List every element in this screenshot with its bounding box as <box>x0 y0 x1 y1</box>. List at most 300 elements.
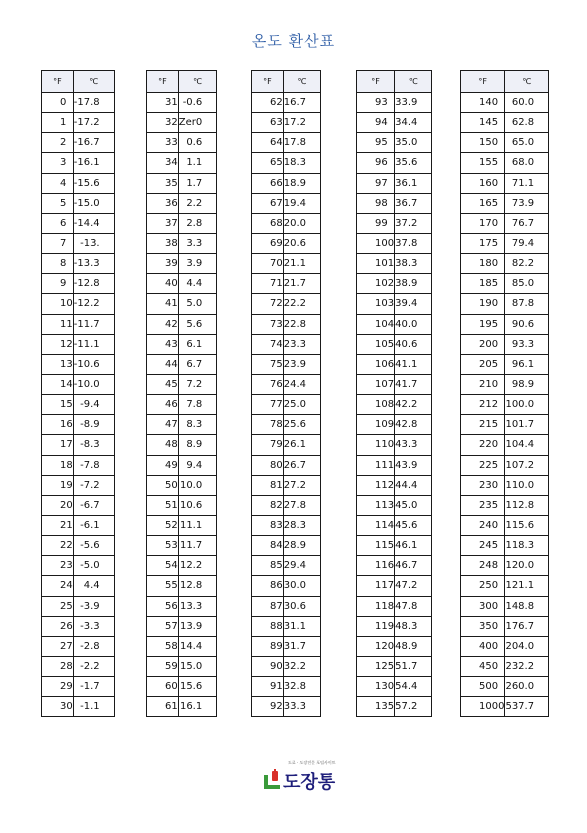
celsius-value: 38.3 <box>395 254 432 274</box>
celsius-value: 32.8 <box>283 677 320 697</box>
fahrenheit-value: 29 <box>42 677 74 697</box>
fahrenheit-value: 78 <box>252 415 284 435</box>
fahrenheit-value: 205 <box>461 354 505 374</box>
fahrenheit-value: 92 <box>252 697 284 717</box>
table-row <box>147 274 217 294</box>
table-row <box>461 274 549 294</box>
table-row <box>357 254 432 274</box>
table-row <box>42 475 115 495</box>
fahrenheit-value: 79 <box>252 435 284 455</box>
table-row <box>147 395 217 415</box>
celsius-value: 42.8 <box>395 415 432 435</box>
table-row <box>147 334 217 354</box>
celsius-value: 30.6 <box>283 596 320 616</box>
fahrenheit-value: 60 <box>147 677 179 697</box>
fahrenheit-value: 13 <box>42 354 74 374</box>
fahrenheit-value: 0 <box>42 93 74 113</box>
table-row <box>42 294 115 314</box>
table-row <box>461 93 549 113</box>
celsius-value: -1.1 <box>73 697 114 717</box>
celsius-value: 537.7 <box>505 697 549 717</box>
table-row <box>252 93 321 113</box>
table-row <box>42 113 115 133</box>
table-row <box>147 133 217 153</box>
table-row <box>461 616 549 636</box>
celsius-value: 15.0 <box>178 656 216 676</box>
table-row <box>147 93 217 113</box>
celsius-value: 41.1 <box>395 354 432 374</box>
celsius-value: 68.0 <box>505 153 549 173</box>
fahrenheit-value: 210 <box>461 374 505 394</box>
celsius-value: 22.2 <box>283 294 320 314</box>
celsius-value: 100.0 <box>505 395 549 415</box>
celsius-header: ℃ <box>395 71 432 93</box>
fahrenheit-value: 400 <box>461 636 505 656</box>
table-row <box>252 334 321 354</box>
fahrenheit-value: 24 <box>42 576 74 596</box>
fahrenheit-value: 175 <box>461 233 505 253</box>
celsius-value: 176.7 <box>505 616 549 636</box>
celsius-value: 48.3 <box>395 616 432 636</box>
fahrenheit-value: 93 <box>357 93 395 113</box>
table-row <box>357 677 432 697</box>
fahrenheit-value: 125 <box>357 656 395 676</box>
table-row <box>357 576 432 596</box>
conversion-table-2 <box>146 70 217 717</box>
celsius-value: -13. <box>73 233 114 253</box>
fahrenheit-value: 100 <box>357 233 395 253</box>
fahrenheit-value: 47 <box>147 415 179 435</box>
table-row <box>42 213 115 233</box>
table-row <box>357 334 432 354</box>
celsius-value: 36.7 <box>395 193 432 213</box>
fahrenheit-value: 32 <box>147 113 179 133</box>
table-row <box>461 193 549 213</box>
fahrenheit-value: 43 <box>147 334 179 354</box>
celsius-value: 120.0 <box>505 556 549 576</box>
fahrenheit-value: 250 <box>461 576 505 596</box>
paintbrush-logo-icon <box>264 769 282 789</box>
celsius-value: 71.1 <box>505 173 549 193</box>
table-row <box>461 536 549 556</box>
fahrenheit-header: °F <box>357 71 395 93</box>
table-row <box>147 536 217 556</box>
table-row <box>42 415 115 435</box>
celsius-value: 121.1 <box>505 576 549 596</box>
table-row <box>147 576 217 596</box>
celsius-value: 35.0 <box>395 133 432 153</box>
fahrenheit-value: 2 <box>42 133 74 153</box>
celsius-value: 112.8 <box>505 495 549 515</box>
celsius-value: 8.9 <box>178 435 216 455</box>
celsius-value: -2.2 <box>73 656 114 676</box>
celsius-value: -17.8 <box>73 93 114 113</box>
celsius-value: 37.2 <box>395 213 432 233</box>
table-row <box>461 556 549 576</box>
table-row <box>461 173 549 193</box>
celsius-value: 204.0 <box>505 636 549 656</box>
celsius-value: -6.7 <box>73 495 114 515</box>
celsius-value: 232.2 <box>505 656 549 676</box>
fahrenheit-value: 74 <box>252 334 284 354</box>
fahrenheit-value: 51 <box>147 495 179 515</box>
table-row <box>252 495 321 515</box>
table-row <box>357 697 432 717</box>
fahrenheit-value: 160 <box>461 173 505 193</box>
fahrenheit-value: 56 <box>147 596 179 616</box>
fahrenheit-value: 145 <box>461 113 505 133</box>
table-row <box>461 636 549 656</box>
conversion-table-3 <box>251 70 321 717</box>
fahrenheit-value: 68 <box>252 213 284 233</box>
table-row <box>147 475 217 495</box>
table-row <box>252 294 321 314</box>
table-row <box>357 133 432 153</box>
celsius-value: 7.8 <box>178 395 216 415</box>
table-row <box>357 415 432 435</box>
celsius-value: 85.0 <box>505 274 549 294</box>
fahrenheit-value: 7 <box>42 233 74 253</box>
celsius-value: 45.0 <box>395 495 432 515</box>
fahrenheit-value: 3 <box>42 153 74 173</box>
celsius-value: 27.8 <box>283 495 320 515</box>
fahrenheit-value: 87 <box>252 596 284 616</box>
celsius-value: 1.1 <box>178 153 216 173</box>
table-row <box>42 274 115 294</box>
celsius-value: -17.2 <box>73 113 114 133</box>
table-row <box>461 113 549 133</box>
fahrenheit-value: 23 <box>42 556 74 576</box>
fahrenheit-value: 17 <box>42 435 74 455</box>
celsius-value: -2.8 <box>73 636 114 656</box>
table-row <box>42 354 115 374</box>
celsius-value: 29.4 <box>283 556 320 576</box>
table-row <box>252 173 321 193</box>
celsius-value: 30.0 <box>283 576 320 596</box>
fahrenheit-value: 4 <box>42 173 74 193</box>
fahrenheit-value: 71 <box>252 274 284 294</box>
table-row <box>252 636 321 656</box>
fahrenheit-value: 20 <box>42 495 74 515</box>
table-row <box>252 677 321 697</box>
celsius-header: ℃ <box>283 71 320 93</box>
fahrenheit-value: 73 <box>252 314 284 334</box>
fahrenheit-value: 81 <box>252 475 284 495</box>
celsius-value: 48.9 <box>395 636 432 656</box>
fahrenheit-value: 107 <box>357 374 395 394</box>
fahrenheit-value: 103 <box>357 294 395 314</box>
fahrenheit-value: 36 <box>147 193 179 213</box>
celsius-value: -12.2 <box>73 294 114 314</box>
table-row <box>357 233 432 253</box>
fahrenheit-value: 96 <box>357 153 395 173</box>
fahrenheit-value: 41 <box>147 294 179 314</box>
table-row <box>461 133 549 153</box>
table-row <box>147 314 217 334</box>
celsius-value: 25.0 <box>283 395 320 415</box>
fahrenheit-value: 57 <box>147 616 179 636</box>
table-header-row <box>357 71 432 93</box>
celsius-value: -6.1 <box>73 515 114 535</box>
fahrenheit-value: 64 <box>252 133 284 153</box>
table-row <box>42 254 115 274</box>
celsius-value: 110.0 <box>505 475 549 495</box>
table-row <box>42 656 115 676</box>
celsius-value: -14.4 <box>73 213 114 233</box>
table-row <box>42 395 115 415</box>
fahrenheit-value: 215 <box>461 415 505 435</box>
celsius-value: -15.6 <box>73 173 114 193</box>
celsius-value: 3.3 <box>178 233 216 253</box>
fahrenheit-value: 105 <box>357 334 395 354</box>
table-row <box>252 576 321 596</box>
celsius-value: 13.9 <box>178 616 216 636</box>
table-row <box>42 576 115 596</box>
table-row <box>357 294 432 314</box>
table-row <box>147 213 217 233</box>
fahrenheit-value: 185 <box>461 274 505 294</box>
fahrenheit-value: 104 <box>357 314 395 334</box>
logo-text: 도장통 <box>283 772 336 793</box>
fahrenheit-value: 240 <box>461 515 505 535</box>
celsius-value: 26.1 <box>283 435 320 455</box>
site-logo <box>258 759 348 793</box>
celsius-value: 73.9 <box>505 193 549 213</box>
celsius-value: 115.6 <box>505 515 549 535</box>
table-row <box>42 616 115 636</box>
celsius-value: 35.6 <box>395 153 432 173</box>
fahrenheit-value: 85 <box>252 556 284 576</box>
table-row <box>357 193 432 213</box>
table-row <box>252 233 321 253</box>
table-row <box>461 153 549 173</box>
table-row <box>147 153 217 173</box>
fahrenheit-value: 50 <box>147 475 179 495</box>
celsius-value: 2.2 <box>178 193 216 213</box>
celsius-value: 28.9 <box>283 536 320 556</box>
celsius-value: 22.8 <box>283 314 320 334</box>
fahrenheit-value: 53 <box>147 536 179 556</box>
table-row <box>461 213 549 233</box>
celsius-value: 33.9 <box>395 93 432 113</box>
table-row <box>42 93 115 113</box>
table-row <box>357 395 432 415</box>
celsius-value: -3.9 <box>73 596 114 616</box>
fahrenheit-value: 94 <box>357 113 395 133</box>
fahrenheit-value: 67 <box>252 193 284 213</box>
table-row <box>252 354 321 374</box>
celsius-value: 9.4 <box>178 455 216 475</box>
table-row <box>42 697 115 717</box>
fahrenheit-value: 6 <box>42 213 74 233</box>
fahrenheit-value: 33 <box>147 133 179 153</box>
table-row <box>147 113 217 133</box>
table-row <box>252 133 321 153</box>
celsius-value: 45.6 <box>395 515 432 535</box>
celsius-value: 107.2 <box>505 455 549 475</box>
fahrenheit-value: 48 <box>147 435 179 455</box>
table-row <box>147 596 217 616</box>
celsius-value: 13.3 <box>178 596 216 616</box>
fahrenheit-value: 106 <box>357 354 395 374</box>
fahrenheit-value: 120 <box>357 636 395 656</box>
fahrenheit-value: 245 <box>461 536 505 556</box>
fahrenheit-value: 45 <box>147 374 179 394</box>
table-row <box>42 596 115 616</box>
celsius-value: 93.3 <box>505 334 549 354</box>
fahrenheit-value: 500 <box>461 677 505 697</box>
table-row <box>147 656 217 676</box>
celsius-header: ℃ <box>505 71 549 93</box>
celsius-value: -8.3 <box>73 435 114 455</box>
table-row <box>357 455 432 475</box>
table-row <box>42 133 115 153</box>
table-header-row <box>147 71 217 93</box>
table-row <box>147 677 217 697</box>
fahrenheit-value: 14 <box>42 374 74 394</box>
celsius-value: 4.4 <box>178 274 216 294</box>
fahrenheit-value: 77 <box>252 395 284 415</box>
table-row <box>42 677 115 697</box>
table-row <box>461 475 549 495</box>
table-row <box>461 415 549 435</box>
celsius-value: -10.0 <box>73 374 114 394</box>
celsius-value: 32.2 <box>283 656 320 676</box>
table-row <box>461 455 549 475</box>
table-row <box>147 616 217 636</box>
table-row <box>461 677 549 697</box>
fahrenheit-value: 102 <box>357 274 395 294</box>
table-row <box>357 93 432 113</box>
fahrenheit-value: 52 <box>147 515 179 535</box>
fahrenheit-value: 84 <box>252 536 284 556</box>
celsius-value: 14.4 <box>178 636 216 656</box>
celsius-value: Zer0 <box>178 113 216 133</box>
table-row <box>147 515 217 535</box>
fahrenheit-value: 220 <box>461 435 505 455</box>
celsius-value: -1.7 <box>73 677 114 697</box>
celsius-value: 36.1 <box>395 173 432 193</box>
celsius-value: 96.1 <box>505 354 549 374</box>
fahrenheit-value: 155 <box>461 153 505 173</box>
table-row <box>357 314 432 334</box>
celsius-value: 148.8 <box>505 596 549 616</box>
celsius-value: 10.0 <box>178 475 216 495</box>
fahrenheit-value: 111 <box>357 455 395 475</box>
fahrenheit-value: 21 <box>42 515 74 535</box>
celsius-value: -13.3 <box>73 254 114 274</box>
fahrenheit-value: 65 <box>252 153 284 173</box>
table-row <box>252 656 321 676</box>
fahrenheit-value: 22 <box>42 536 74 556</box>
celsius-value: 260.0 <box>505 677 549 697</box>
fahrenheit-value: 83 <box>252 515 284 535</box>
celsius-value: 60.0 <box>505 93 549 113</box>
table-row <box>147 173 217 193</box>
table-row <box>252 536 321 556</box>
celsius-value: 43.9 <box>395 455 432 475</box>
fahrenheit-value: 82 <box>252 495 284 515</box>
table-row <box>461 254 549 274</box>
table-row <box>42 193 115 213</box>
table-row <box>357 274 432 294</box>
table-row <box>357 374 432 394</box>
celsius-value: 104.4 <box>505 435 549 455</box>
fahrenheit-value: 101 <box>357 254 395 274</box>
table-row <box>461 435 549 455</box>
table-row <box>252 374 321 394</box>
fahrenheit-value: 235 <box>461 495 505 515</box>
fahrenheit-value: 248 <box>461 556 505 576</box>
fahrenheit-value: 230 <box>461 475 505 495</box>
fahrenheit-value: 90 <box>252 656 284 676</box>
table-row <box>147 435 217 455</box>
celsius-value: 26.7 <box>283 455 320 475</box>
celsius-value: 5.0 <box>178 294 216 314</box>
logo-tagline: 도료 · 도장전문 포털사이트 <box>288 760 336 765</box>
fahrenheit-value: 95 <box>357 133 395 153</box>
fahrenheit-value: 212 <box>461 395 505 415</box>
celsius-value: 57.2 <box>395 697 432 717</box>
table-row <box>42 495 115 515</box>
fahrenheit-value: 99 <box>357 213 395 233</box>
table-row <box>147 193 217 213</box>
table-row <box>357 556 432 576</box>
celsius-value: 6.7 <box>178 354 216 374</box>
fahrenheit-value: 350 <box>461 616 505 636</box>
celsius-value: -5.6 <box>73 536 114 556</box>
fahrenheit-value: 18 <box>42 455 74 475</box>
celsius-value: 39.4 <box>395 294 432 314</box>
fahrenheit-value: 180 <box>461 254 505 274</box>
fahrenheit-value: 1000 <box>461 697 505 717</box>
fahrenheit-value: 86 <box>252 576 284 596</box>
table-row <box>357 616 432 636</box>
celsius-value: 82.2 <box>505 254 549 274</box>
table-row <box>357 515 432 535</box>
celsius-value: 40.0 <box>395 314 432 334</box>
table-row <box>252 455 321 475</box>
table-row <box>147 374 217 394</box>
table-row <box>252 113 321 133</box>
fahrenheit-value: 110 <box>357 435 395 455</box>
fahrenheit-value: 116 <box>357 556 395 576</box>
fahrenheit-value: 28 <box>42 656 74 676</box>
table-row <box>147 294 217 314</box>
celsius-value: 65.0 <box>505 133 549 153</box>
celsius-value: 11.7 <box>178 536 216 556</box>
table-row <box>357 173 432 193</box>
celsius-value: 7.2 <box>178 374 216 394</box>
fahrenheit-value: 44 <box>147 354 179 374</box>
table-row <box>252 193 321 213</box>
table-row <box>252 616 321 636</box>
table-row <box>42 173 115 193</box>
table-row <box>42 334 115 354</box>
table-row <box>461 576 549 596</box>
fahrenheit-value: 61 <box>147 697 179 717</box>
fahrenheit-value: 31 <box>147 93 179 113</box>
fahrenheit-value: 46 <box>147 395 179 415</box>
fahrenheit-value: 113 <box>357 495 395 515</box>
celsius-value: 42.2 <box>395 395 432 415</box>
fahrenheit-value: 97 <box>357 173 395 193</box>
fahrenheit-value: 62 <box>252 93 284 113</box>
table-row <box>42 515 115 535</box>
celsius-value: 51.7 <box>395 656 432 676</box>
table-row <box>461 354 549 374</box>
fahrenheit-value: 49 <box>147 455 179 475</box>
